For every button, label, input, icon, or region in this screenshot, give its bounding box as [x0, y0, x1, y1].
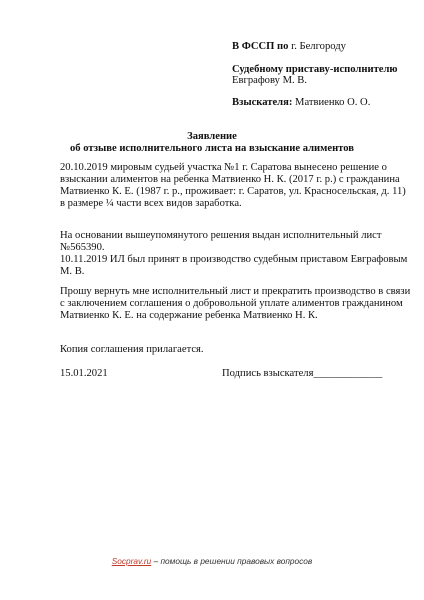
paragraph-line: 10.11.2019 ИЛ был принят в производство судебным приставом Евграфовым — [60, 254, 408, 265]
attachment-note: Копия соглашения прилагается. — [60, 344, 204, 355]
paragraph-line: Матвиенко К. Е. (1987 г. р., проживает: г. Саратов, ул. Красносельская, д. 11) — [60, 186, 406, 197]
bailiff-name: Евграфову М. В. — [232, 75, 307, 86]
footer-tagline: – помощь в решении правовых вопросов — [151, 556, 313, 566]
footer — [0, 556, 424, 566]
claimant — [232, 96, 370, 109]
addressee-to — [232, 40, 346, 53]
document-date: 15.01.2021 — [60, 368, 108, 379]
claimant-label: Взыскателя: — [232, 97, 293, 108]
paragraph-line: Матвиенко К. Е. на содержание ребенка Матвиенко Н. К. — [60, 310, 318, 321]
paragraph-line: 20.10.2019 мировым судьей участка №1 г. Саратова вынесено решение о — [60, 162, 387, 173]
paragraph-line: взыскании алиментов на ребенка Матвиенко Н. К. (2017 г. р.) с гражданина — [60, 174, 400, 185]
addressee-to-prefix: В ФССП по — [232, 41, 289, 52]
paragraph-line: с заключением соглашения о добровольной уплате алиментов гражданином — [60, 298, 403, 309]
paragraph-line: №565390. — [60, 242, 105, 253]
document-title: Заявление — [187, 131, 237, 142]
addressee-to-city: г. Белгороду — [291, 41, 346, 52]
paragraph-line: в размере ¼ части всех видов заработка. — [60, 198, 242, 209]
paragraph-line: Прошу вернуть мне исполнительный лист и прекратить производство в связи — [60, 286, 411, 297]
paragraph-line: На основании вышеупомянутого решения выдан исполнительный лист — [60, 230, 382, 241]
paragraph-line: М. В. — [60, 266, 85, 277]
footer-site-link[interactable]: Socprav.ru — [111, 556, 152, 566]
signature-line: Подпись взыскателя_____________ — [222, 368, 383, 379]
claimant-name: Матвиенко О. О. — [295, 97, 371, 108]
document-subtitle: об отзыве исполнительного листа на взыскание алиментов — [70, 143, 354, 154]
bailiff-title: Судебному приставу-исполнителю — [232, 64, 398, 75]
